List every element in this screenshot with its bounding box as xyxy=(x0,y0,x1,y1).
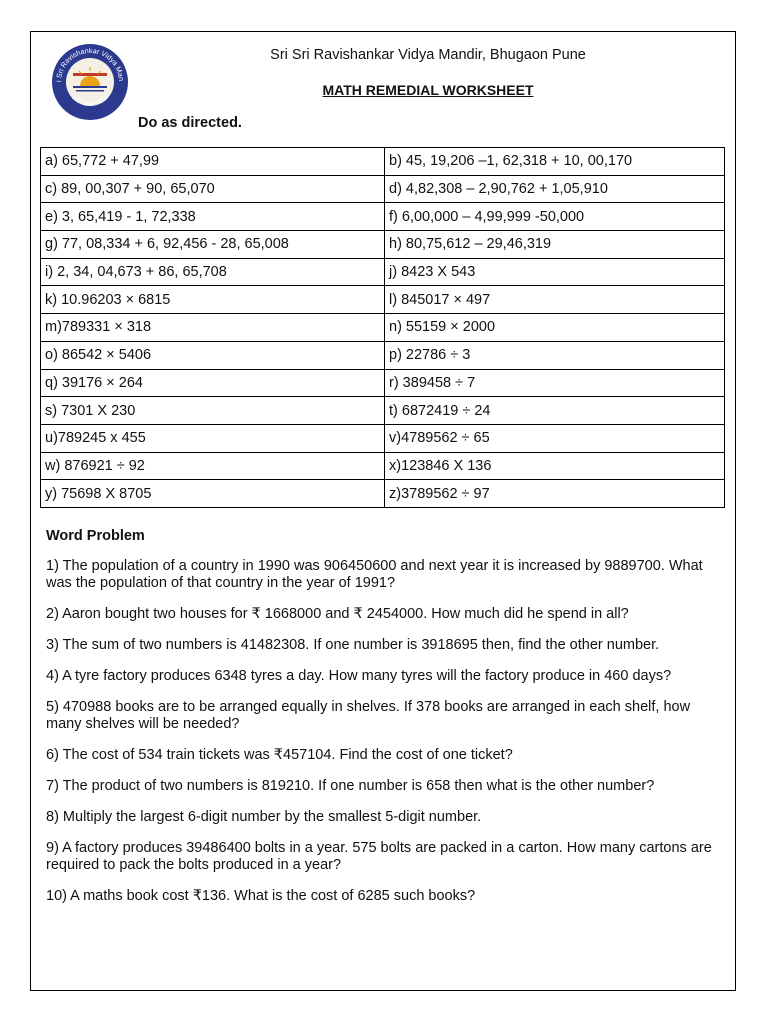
problem-row xyxy=(41,397,725,425)
instruction-text: Do as directed. xyxy=(138,115,242,131)
word-problem-item: 6) The cost of 534 train tickets was ₹457104. Find the cost of one ticket? xyxy=(46,747,513,763)
problem-cell: e) 3, 65,419 - 1, 72,338 xyxy=(41,203,385,231)
worksheet-title: MATH REMEDIAL WORKSHEET xyxy=(322,82,534,98)
problem-row xyxy=(41,231,725,259)
problem-cell: c) 89, 00,307 + 90, 65,070 xyxy=(41,175,385,203)
problem-cell: m)789331 × 318 xyxy=(41,314,385,342)
problem-cell: a) 65,772 + 47,99 xyxy=(41,148,385,176)
word-problem-item: 7) The product of two numbers is 819210. If one number is 658 then what is the other number? xyxy=(46,778,655,794)
word-problem-item: 3) The sum of two numbers is 41482308. If one number is 3918695 then, find the other number. xyxy=(46,637,660,653)
problem-cell: w) 876921 ÷ 92 xyxy=(41,452,385,480)
word-problem-item: 2) Aaron bought two houses for ₹ 1668000 and ₹ 2454000. How much did he spend in all? xyxy=(46,606,629,622)
problem-table xyxy=(40,147,725,508)
problem-cell: y) 75698 X 8705 xyxy=(41,480,385,508)
problem-cell: i) 2, 34, 04,673 + 86, 65,708 xyxy=(41,258,385,286)
word-problem-item: 5) 470988 books are to be arranged equally in shelves. If 378 books are arranged in each shelf, how many shelves will be needed? xyxy=(46,699,691,732)
problem-cell: j) 8423 X 543 xyxy=(385,258,725,286)
problem-row xyxy=(41,286,725,314)
problem-cell: g) 77, 08,334 + 6, 92,456 - 28, 65,008 xyxy=(41,231,385,259)
word-problem-item: 8) Multiply the largest 6-digit number by the smallest 5-digit number. xyxy=(46,809,482,825)
svg-text:ज्ञानं यज्ञस्य ज्योतिः: ज्ञानं यज्ञस्य ज्योतिः xyxy=(70,94,110,109)
word-problem-item: 9) A factory produces 39486400 bolts in a year. 575 bolts are packed in a carton. How many cartons are required to pack the bolts produced in a year? xyxy=(46,840,712,873)
word-problem-item: 10) A maths book cost ₹136. What is the cost of 6285 such books? xyxy=(46,888,476,904)
word-problem-item: 4) A tyre factory produces 6348 tyres a day. How many tyres will the factory produce in 460 days? xyxy=(46,668,672,684)
problem-cell: f) 6,00,000 – 4,99,999 -50,000 xyxy=(385,203,725,231)
word-problem-item: 1) The population of a country in 1990 was 906450600 and next year it is increased by 9889700. What was the population of that country in the year of 1991? xyxy=(46,558,703,591)
worksheet-page xyxy=(30,31,736,991)
school-name: Sri Sri Ravishankar Vidya Mandir, Bhugaon Pune xyxy=(270,47,586,63)
problem-cell: b) 45, 19,206 –1, 62,318 + 10, 00,170 xyxy=(385,148,725,176)
problem-cell: n) 55159 × 2000 xyxy=(385,314,725,342)
problem-row xyxy=(41,258,725,286)
problem-cell: t) 6872419 ÷ 24 xyxy=(385,397,725,425)
problem-cell: k) 10.96203 × 6815 xyxy=(41,286,385,314)
problem-cell: z)3789562 ÷ 97 xyxy=(385,480,725,508)
problem-cell: v)4789562 ÷ 65 xyxy=(385,424,725,452)
word-problem-list xyxy=(46,558,726,919)
word-problem-heading: Word Problem xyxy=(46,528,145,544)
problem-cell: p) 22786 ÷ 3 xyxy=(385,341,725,369)
problem-row xyxy=(41,452,725,480)
problem-row xyxy=(41,203,725,231)
problem-row xyxy=(41,314,725,342)
problem-cell: h) 80,75,612 – 29,46,319 xyxy=(385,231,725,259)
problem-row xyxy=(41,148,725,176)
problem-cell: s) 7301 X 230 xyxy=(41,397,385,425)
problem-row xyxy=(41,424,725,452)
svg-text:Sri Sri Ravishankar Vidya Mand: i Sri Ravishankar Vidya Man xyxy=(53,45,127,83)
problem-cell: x)123846 X 136 xyxy=(385,452,725,480)
problem-row xyxy=(41,480,725,508)
problem-cell: d) 4,82,308 – 2,90,762 + 1,05,910 xyxy=(385,175,725,203)
problem-cell: l) 845017 × 497 xyxy=(385,286,725,314)
problem-cell: o) 86542 × 5406 xyxy=(41,341,385,369)
problem-cell: q) 39176 × 264 xyxy=(41,369,385,397)
problem-cell: r) 389458 ÷ 7 xyxy=(385,369,725,397)
problem-row xyxy=(41,341,725,369)
problem-cell: u)789245 x 455 xyxy=(41,424,385,452)
problem-row xyxy=(41,175,725,203)
problem-row xyxy=(41,369,725,397)
